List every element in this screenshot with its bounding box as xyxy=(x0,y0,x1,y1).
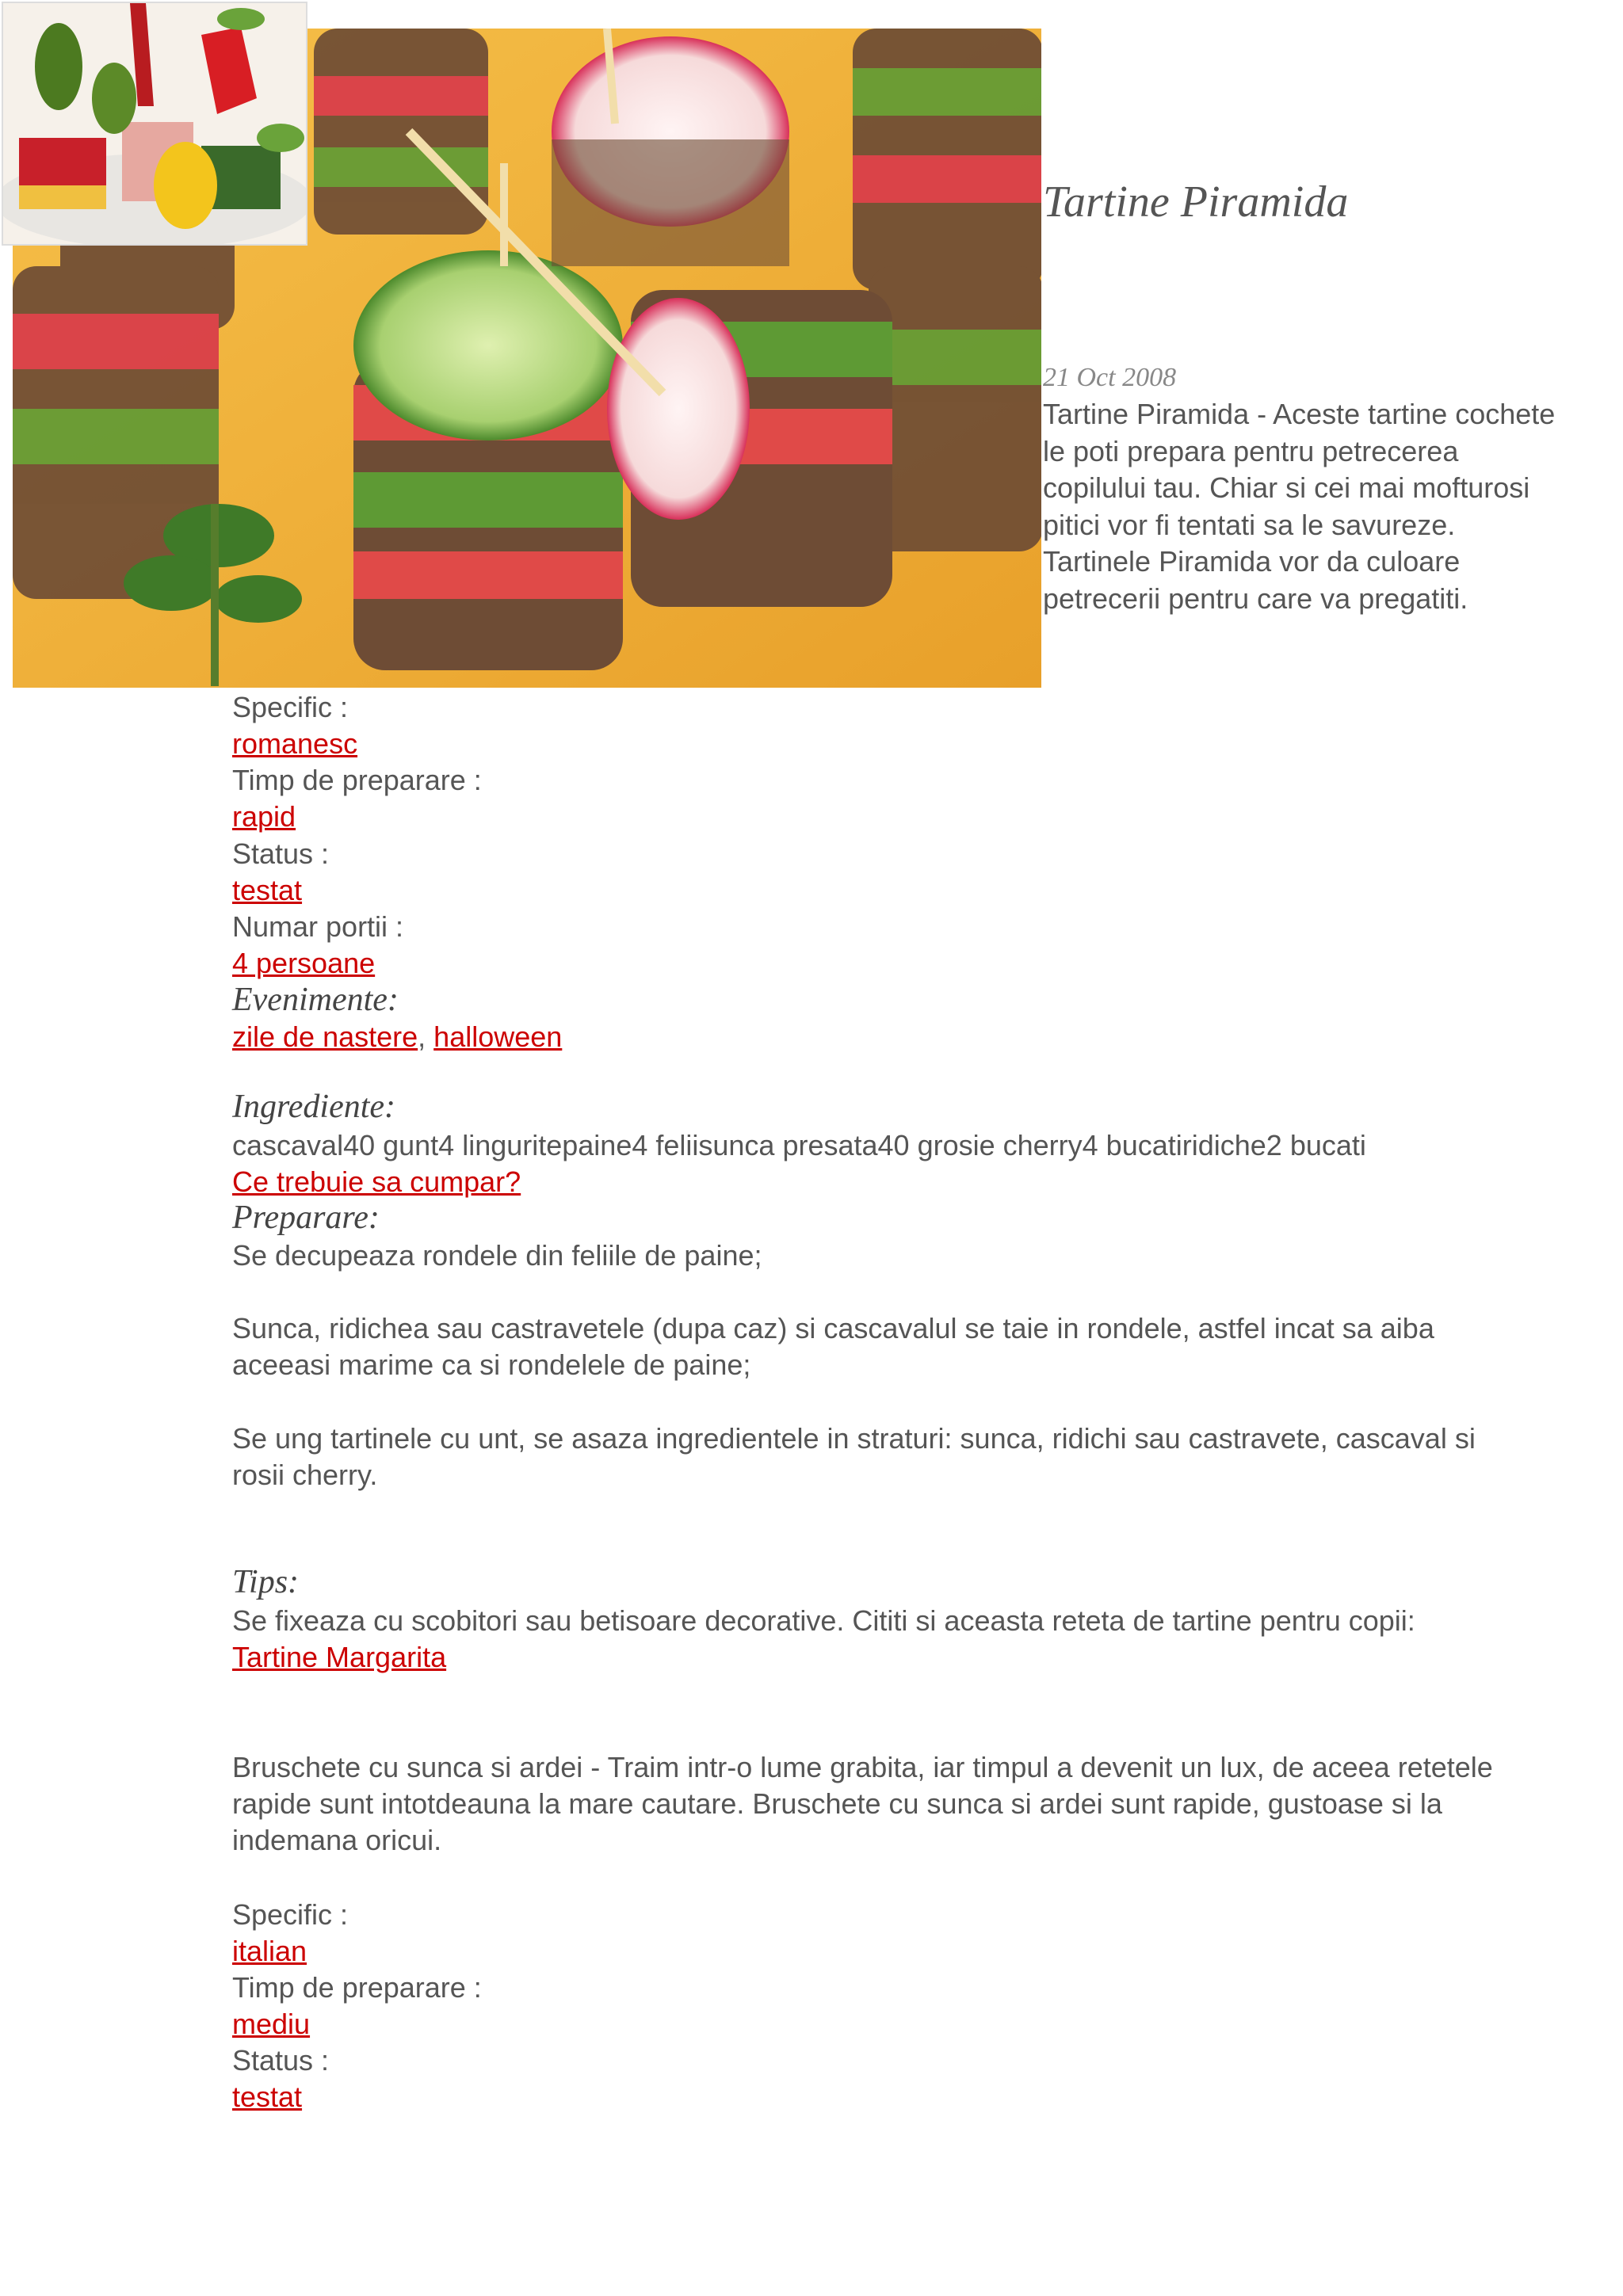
evenimente-heading: Evenimente: xyxy=(232,982,399,1018)
cumpar-link[interactable]: Ce trebuie sa cumpar? xyxy=(232,1165,521,1198)
eveniment-link-zile-de-nastere[interactable]: zile de nastere xyxy=(232,1020,418,1053)
next-timp-label: Timp de preparare : xyxy=(232,1971,482,2004)
status-link[interactable]: testat xyxy=(232,874,303,906)
preparare-heading: Preparare: xyxy=(232,1199,380,1236)
status-label: Status : xyxy=(232,837,330,870)
next-recipe-intro: Bruschete cu sunca si ardei - Traim intr-o lume grabita, iar timpul a devenit un lux, de aceea retetele rapide sunt intotdeauna la mare cautare. Bruschete cu sunca si ardei sunt rapide, gustoase si la indemana oricui. xyxy=(232,1751,1493,1856)
tips-link-tartine-margarita[interactable]: Tartine Margarita xyxy=(232,1641,447,1673)
timp-label: Timp de preparare : xyxy=(232,764,482,796)
next-timp-link[interactable]: mediu xyxy=(232,2008,311,2040)
ingrediente-heading: Ingrediente: xyxy=(232,1089,396,1125)
portii-label: Numar portii : xyxy=(232,910,404,943)
thumbnail-photo xyxy=(2,2,307,246)
specific-label: Specific : xyxy=(232,691,349,723)
next-specific-label: Specific : xyxy=(232,1898,349,1931)
step-1: Se decupeaza rondele din feliile de paine; xyxy=(232,1239,762,1272)
step-2: Sunca, ridichea sau castravetele (dupa caz) si cascavalul se taie in rondele, astfel incat sa aiba aceeasi marime ca si rondelele de paine; xyxy=(232,1312,1434,1381)
tips-heading: Tips: xyxy=(232,1564,300,1600)
evenimente-list xyxy=(232,1019,562,1055)
portii-link[interactable]: 4 persoane xyxy=(232,947,376,979)
step-3: Se ung tartinele cu unt, se asaza ingredientele in straturi: sunca, ridichi sau castravete, cascaval si rosii cherry. xyxy=(232,1422,1476,1491)
eveniment-link-halloween[interactable]: halloween xyxy=(433,1020,563,1053)
tips-paragraph xyxy=(232,1603,1453,1676)
recipe-intro: Tartine Piramida - Aceste tartine cochete le poti prepara pentru petrecerea copilului tau. Chiar si cei mai mofturosi pitici vor fi tentati sa le savureze. Tartinele Piramida vor da culoare petrecerii pentru care va pregatiti. xyxy=(1043,398,1556,615)
eveniment-separator: , xyxy=(418,1020,426,1053)
next-specific-link[interactable]: italian xyxy=(232,1935,307,1967)
next-status-label: Status : xyxy=(232,2044,330,2077)
timp-link[interactable]: rapid xyxy=(232,800,296,833)
ingrediente-text: cascaval40 gunt4 linguritepaine4 feliisunca presata40 grosie cherry4 bucatiridiche2 bucati xyxy=(232,1129,1366,1161)
recipe-title: Tartine Piramida xyxy=(1043,177,1349,227)
next-status-link[interactable]: testat xyxy=(232,2081,303,2113)
publish-date: 21 Oct 2008 xyxy=(1043,363,1177,392)
tips-text: Se fixeaza cu scobitori sau betisoare decorative. Cititi si aceasta reteta de tartine pentru copii: xyxy=(232,1604,1415,1637)
specific-link[interactable]: romanesc xyxy=(232,727,358,760)
